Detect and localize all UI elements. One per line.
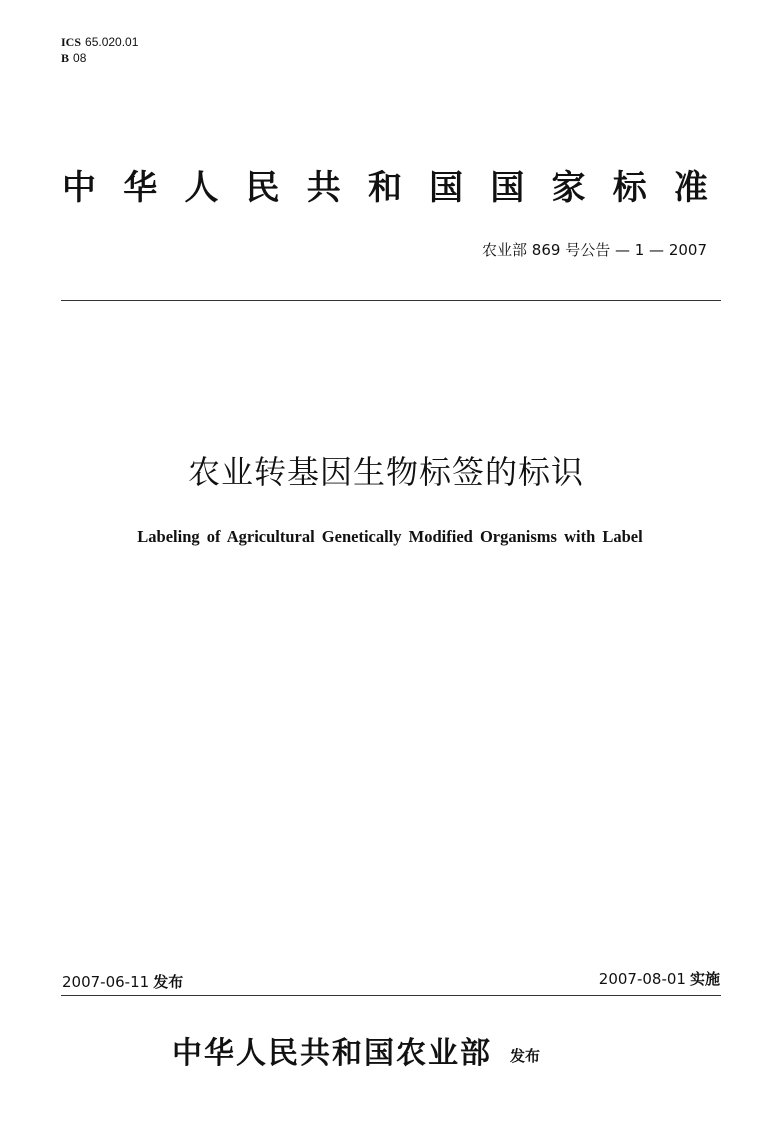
implementation-label: 实施	[689, 970, 720, 988]
issuer-organization: 中华人民共和国农业部	[172, 1036, 492, 1071]
standard-title-char: 国	[429, 168, 464, 208]
implementation-date-block	[599, 968, 720, 990]
ccs-prefix: B	[61, 51, 70, 65]
standard-title-char: 人	[184, 168, 219, 208]
issuer-suffix: 发布	[510, 1047, 541, 1065]
standard-title	[62, 166, 708, 210]
footer-divider	[61, 995, 721, 996]
ccs-code: 08	[73, 51, 87, 65]
document-title-english: Labeling of Agricultural Genetically Modified Organisms with Label	[137, 527, 643, 546]
standard-title-char: 共	[306, 168, 341, 208]
standard-title-char: 家	[551, 168, 586, 208]
ics-code: 65.020.01	[85, 35, 139, 49]
ccs-code-line	[61, 50, 138, 66]
classification-codes	[61, 34, 138, 66]
document-title-chinese: 农业转基因生物标签的标识	[187, 453, 584, 491]
ics-prefix: ICS	[61, 35, 82, 49]
implementation-date: 2007-08-01	[598, 970, 686, 988]
standard-title-char: 标	[612, 168, 647, 208]
ics-code-line	[61, 34, 138, 50]
header-divider	[61, 300, 721, 301]
standard-title-char: 民	[245, 168, 280, 208]
standard-title-char: 和	[367, 168, 402, 208]
issuing-authority	[172, 1034, 540, 1076]
standard-title-char: 准	[673, 168, 708, 208]
issue-date: 2007-06-11	[62, 973, 150, 991]
standard-title-char: 国	[490, 168, 525, 208]
standard-title-char: 中	[62, 168, 96, 208]
standard-number: 农业部 869 号公告 — 1 — 2007	[482, 241, 707, 259]
issue-label: 发布	[153, 973, 184, 991]
issue-date-block	[62, 971, 183, 993]
standard-title-char: 华	[123, 168, 158, 208]
